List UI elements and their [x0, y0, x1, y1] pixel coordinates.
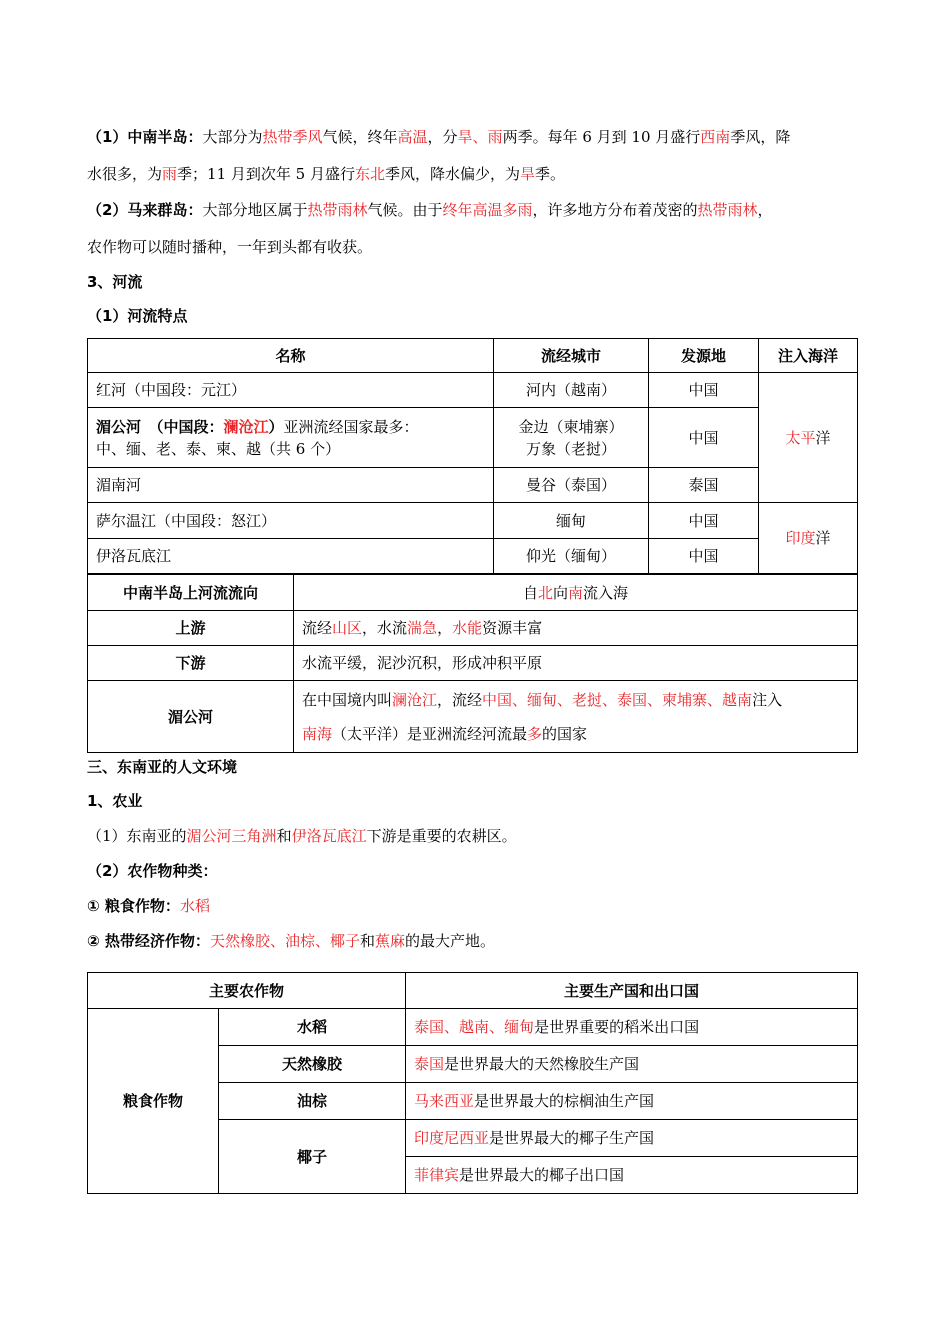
para-label: （1）中南半岛： — [87, 128, 203, 146]
heading-section-3: 三、东南亚的人文环境 — [87, 758, 238, 776]
agri-line2: （2）农作物种类： — [87, 862, 218, 880]
river-direction-table — [87, 574, 858, 753]
crop-group: 粮食作物 — [88, 1009, 219, 1194]
heading-agri: 1、农业 — [87, 792, 143, 810]
ocean-indian: 印度洋 — [759, 503, 858, 574]
th-source: 发源地 — [649, 339, 759, 373]
para-malay-line2: 农作物可以随时播种，一年到头都有收获。 — [87, 238, 373, 256]
heading-river-sub: （1）河流特点 — [87, 307, 188, 325]
table-row: 油棕 马来西亚是世界最大的棕榈油生产国 — [88, 1083, 858, 1120]
table-row: 中南半岛上河流流向 自北向南流入海 — [88, 575, 858, 611]
agri-line3: ① 粮食作物：水稻 — [87, 897, 210, 915]
para-label: （2）马来群岛： — [87, 201, 203, 219]
th-country: 主要生产国和出口国 — [406, 973, 858, 1009]
table-row: 菲律宾是世界最大的椰子出口国 — [88, 1157, 858, 1194]
agri-line4: ② 热带经济作物：天然橡胶、油棕、椰子和蕉麻的最大产地。 — [87, 932, 496, 950]
th-name: 名称 — [88, 339, 494, 373]
table-row: 湄南河 曼谷（泰国） 泰国 — [88, 468, 858, 503]
table-row: 红河（中国段：元江） 河内（越南） 中国 太平洋 — [88, 373, 858, 408]
table-row: 天然橡胶 泰国是世界最大的天然橡胶生产国 — [88, 1046, 858, 1083]
crop-table — [87, 972, 858, 1194]
agri-line1: （1）东南亚的湄公河三角洲和伊洛瓦底江下游是重要的农耕区。 — [87, 827, 517, 845]
para-malay-line1: （2）马来群岛：大部分地区属于热带雨林气候。由于终年高温多雨，许多地方分布着茂密的热带雨林， — [87, 201, 773, 219]
table-row: 椰子 印度尼西亚是世界最大的椰子生产国 — [88, 1120, 858, 1157]
table-row: 下游 水流平缓，泥沙沉积，形成冲积平原 — [88, 646, 858, 681]
ocean-pacific: 太平洋 — [759, 373, 858, 503]
table-row: 粮食作物 水稻 泰国、越南、缅甸是世界重要的稻米出口国 — [88, 1009, 858, 1046]
para-zhongnan-line1: （1）中南半岛：大部分为热带季风气候，终年高温，分旱、雨两季。每年 6 月到 10 月盛行西南季风，降 — [87, 128, 791, 146]
table-row: 伊洛瓦底江 仰光（缅甸） 中国 — [88, 539, 858, 574]
table-row: 湄公河 在中国境内叫澜沧江，流经中国、缅甸、老挝、泰国、柬埔寨、越南注入 南海（太平洋）是亚洲流经河流最多的国家 — [88, 681, 858, 753]
table-row: 萨尔温江（中国段：怒江） 缅甸 中国 印度洋 — [88, 503, 858, 539]
heading-river: 3、河流 — [87, 273, 143, 291]
para-zhongnan-line2: 水很多，为雨季；11 月到次年 5 月盛行东北季风，降水偏少，为旱季。 — [87, 165, 566, 183]
table-row: 上游 流经山区，水流湍急，水能资源丰富 — [88, 611, 858, 646]
river-table — [87, 338, 858, 574]
table-row: 湄公河 （中国段：澜沧江）亚洲流经国家最多： 中、缅、老、泰、柬、越（共 6 个） 金边（柬埔寨） 万象（老挝） 中国 — [88, 408, 858, 468]
th-crop: 主要农作物 — [88, 973, 406, 1009]
th-city: 流经城市 — [494, 339, 649, 373]
th-ocean: 注入海洋 — [759, 339, 858, 373]
